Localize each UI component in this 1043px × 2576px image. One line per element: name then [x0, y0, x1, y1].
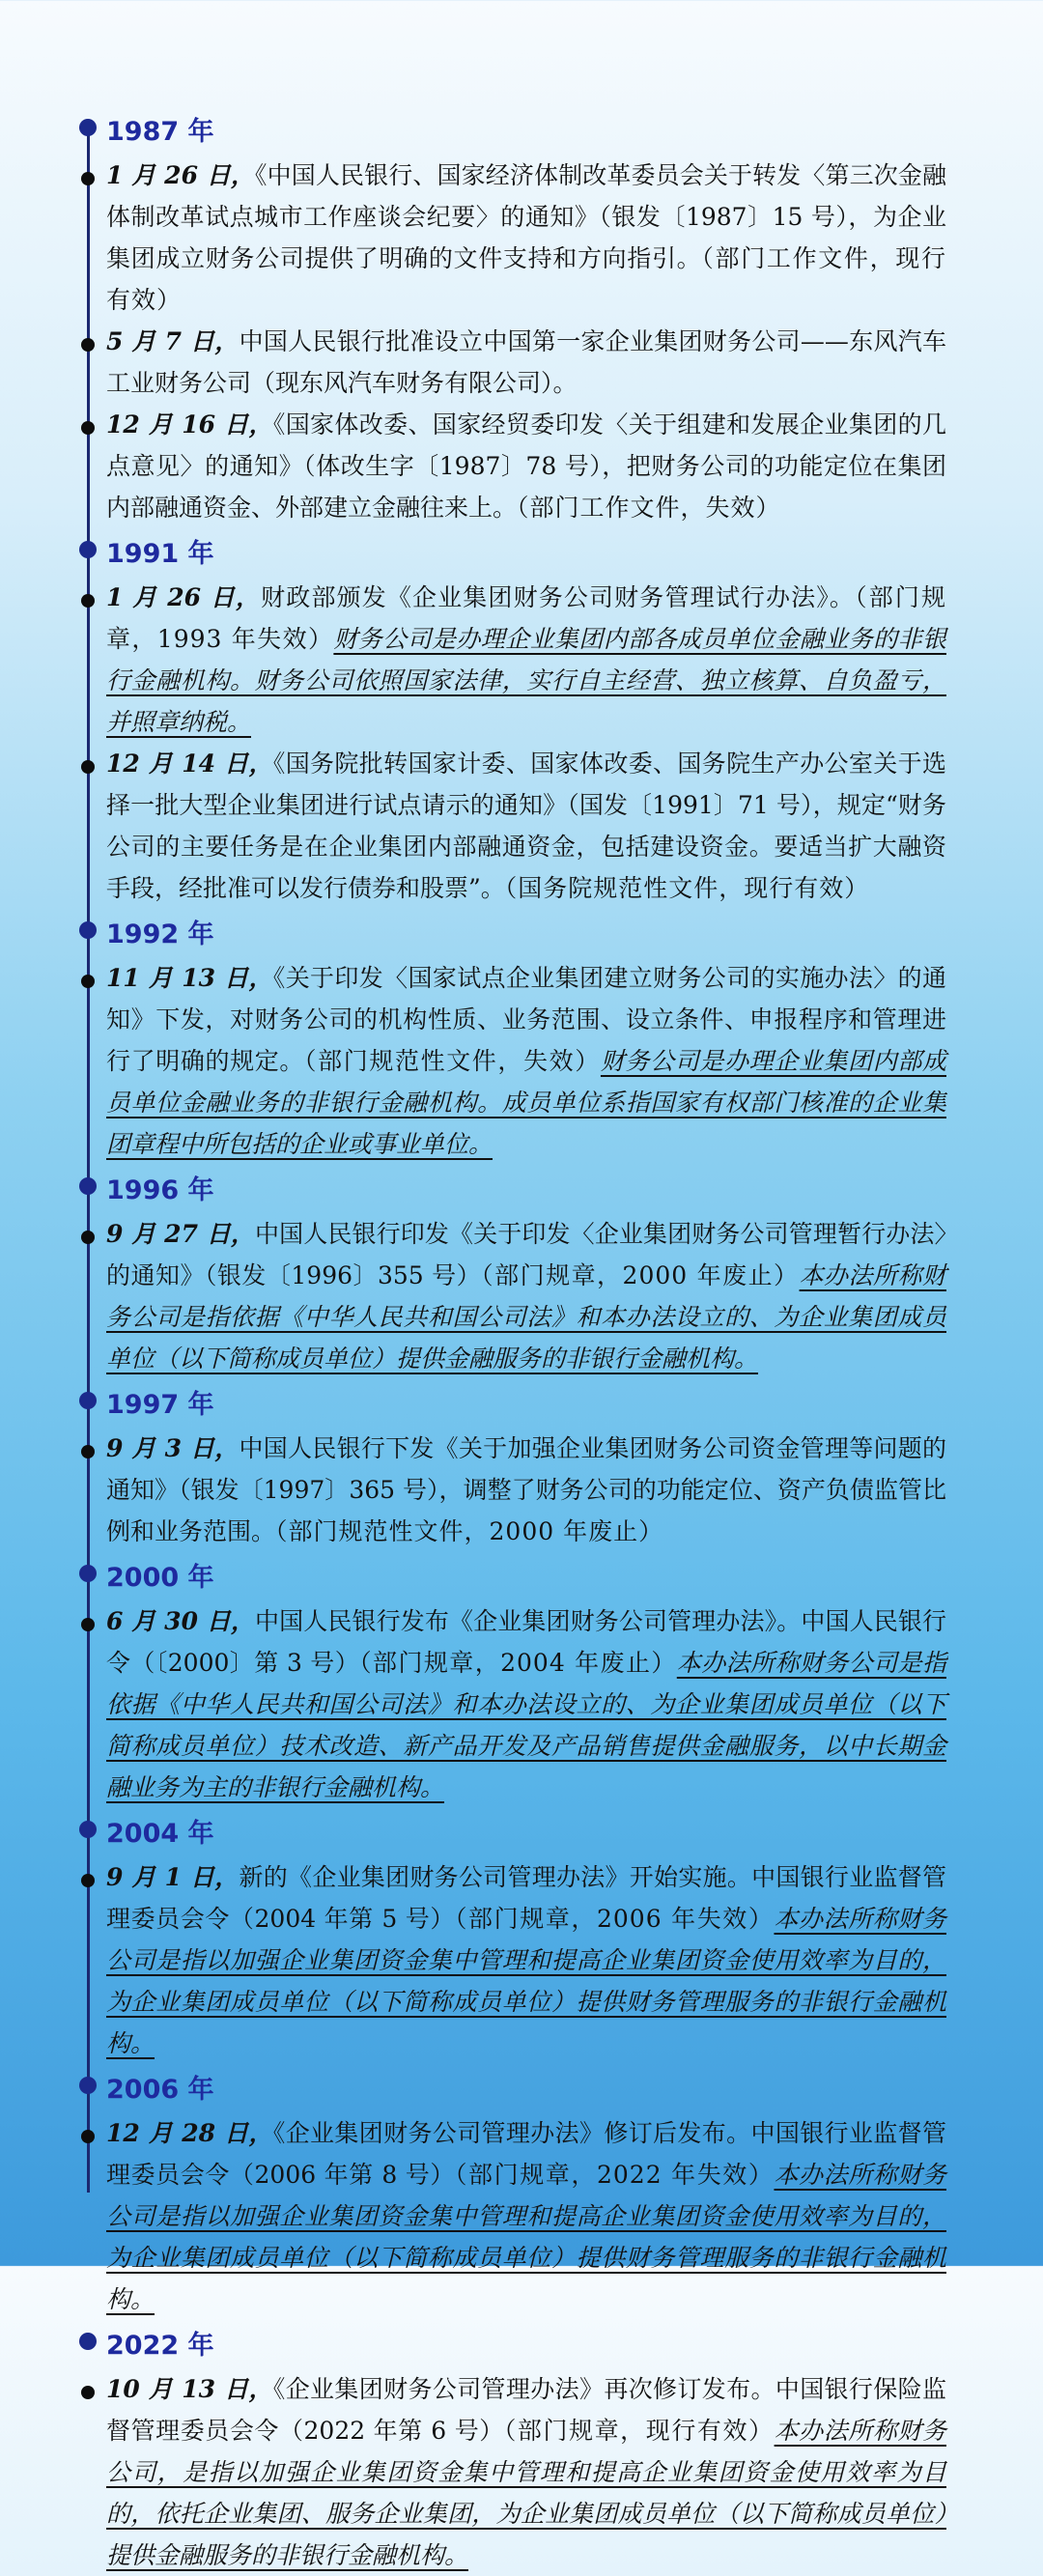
entry-status-note: （部门规章，现行有效）: [503, 2417, 775, 2445]
year-label: 1997 年: [106, 1390, 214, 1420]
entry-text: 《中国人民银行、国家经济体制改革委员会关于转发〈第三次金融体制改革试点城市工作座谈会纪要〉的通知》（银发〔1987〕15 号），为企业集团成立财务公司提供了明确的文件支持和方向指引。: [106, 161, 946, 272]
year-label: 2004 年: [106, 1819, 214, 1849]
timeline-entry: [0, 743, 1043, 909]
entry-paragraph: [106, 577, 946, 743]
bullet-dot-icon: [81, 2386, 95, 2399]
bullet-dot-icon: [81, 1618, 95, 1631]
bullet-dot-icon: [81, 421, 95, 435]
timeline-entry: [0, 1856, 1043, 2064]
entry-paragraph: [106, 957, 946, 1165]
timeline-entry: [0, 1600, 1043, 1808]
entry-paragraph: [106, 404, 946, 528]
entry-date: 9 月 1 日，: [106, 1863, 240, 1891]
entry-text: 中国人民银行批准设立中国第一家企业集团财务公司——东风汽车工业财务公司（现东风汽车财务有限公司）。: [106, 327, 946, 397]
year-dot-icon: [79, 1565, 97, 1582]
entry-definition: 本办法所称财务公司是指依据《中华人民共和国公司法》和本办法设立的、为企业集团成员单位（以下简称成员单位）提供金融服务的非银行金融机构。: [106, 1261, 946, 1373]
bullet-dot-icon: [81, 760, 95, 774]
year-heading: [0, 1808, 1043, 1856]
year-dot-icon: [79, 541, 97, 558]
timeline-entry: [0, 404, 1043, 528]
timeline-entry: [0, 2112, 1043, 2320]
entry-status-note: （部门规范性文件，2000 年废止）: [275, 1517, 664, 1545]
timeline-entry: [0, 1213, 1043, 1379]
entry-date: 11 月 13 日，: [106, 964, 273, 992]
year-heading: [0, 2320, 1043, 2368]
entry-date: 9 月 27 日，: [106, 1220, 256, 1248]
timeline-entry: [0, 577, 1043, 743]
entry-paragraph: [106, 1213, 946, 1379]
entry-status-note: （部门规章，2004 年废止）: [359, 1649, 677, 1677]
timeline: [0, 106, 1043, 2576]
entry-paragraph: [106, 1428, 946, 1552]
entry-text: 《关于印发〈国家试点企业集团建立财务公司的实施办法〉的通知》下发，对财务公司的机构性质、业务范围、设立条件、申报程序和管理进行了明确的规定。: [106, 964, 946, 1075]
bullet-dot-icon: [81, 1874, 95, 1887]
entry-text: 新的《企业集团财务公司管理办法》开始实施。中国银行业监督管理委员会令（2004 年第 5 号）: [106, 1863, 946, 1933]
entry-text: 《国务院批转国家计委、国家体改委、国务院生产办公室关于选择一批大型企业集团进行试点请示的通知》（国发〔1991〕71 号），规定“财务公司的主要任务是在企业集团内部融通资金，包括建设资金。要适当扩大融资手段，经批准可以发行债券和股票”。: [106, 750, 946, 902]
year-dot-icon: [79, 1392, 97, 1409]
timeline-entry: [0, 957, 1043, 1165]
timeline-entry: [0, 2368, 1043, 2576]
bullet-dot-icon: [81, 1445, 95, 1458]
bullet-dot-icon: [81, 338, 95, 352]
entry-status-note: （部门工作文件，失效）: [517, 494, 781, 522]
entry-definition: 财务公司是办理企业集团内部成员单位金融业务的非银行金融机构。成员单位系指国家有权部门核准的企业集团章程中所包括的企业或事业单位。: [106, 1047, 946, 1158]
year-heading: [0, 1165, 1043, 1213]
entry-text: 财政部颁发《企业集团财务公司财务管理试行办法》。: [261, 583, 856, 611]
year-dot-icon: [79, 2333, 97, 2350]
entry-status-note: （部门规章，1993 年失效）: [106, 583, 946, 653]
bullet-dot-icon: [81, 594, 95, 608]
entry-paragraph: [106, 743, 946, 909]
bullet-dot-icon: [81, 2130, 95, 2143]
year-heading: [0, 2064, 1043, 2112]
year-heading: [0, 106, 1043, 155]
entry-text: 中国人民银行发布《企业集团财务公司管理办法》。中国人民银行令（〔2000〕第 3 号）: [106, 1607, 946, 1677]
entry-text: 《国家体改委、国家经贸委印发〈关于组建和发展企业集团的几点意见〉的通知》（体改生字〔1987〕78 号），把财务公司的功能定位在集团内部融通资金、外部建立金融往来上。: [106, 410, 946, 522]
entry-definition: 本办法所称财务公司是指以加强企业集团资金集中管理和提高企业集团资金使用效率为目的，为企业集团成员单位（以下简称成员单位）提供财务管理服务的非银行金融机构。: [106, 1905, 946, 2057]
entry-text: 《企业集团财务公司管理办法》再次修订发布。中国银行保险监督管理委员会令（2022 年第 6 号）: [106, 2375, 946, 2445]
year-label: 1991 年: [106, 539, 214, 569]
year-label: 2022 年: [106, 2331, 214, 2361]
timeline-entry: [0, 155, 1043, 321]
entry-definition: 财务公司是办理企业集团内部各成员单位金融业务的非银行金融机构。财务公司依照国家法律，实行自主经营、独立核算、自负盈亏，并照章纳税。: [106, 625, 946, 736]
year-dot-icon: [79, 119, 97, 136]
year-label: 1992 年: [106, 920, 214, 949]
entry-date: 12 月 14 日，: [106, 750, 273, 778]
entry-status-note: （部门规章，2000 年废止）: [481, 1261, 800, 1289]
year-dot-icon: [79, 921, 97, 939]
year-heading: [0, 1379, 1043, 1428]
year-label: 2006 年: [106, 2075, 214, 2105]
bullet-dot-icon: [81, 975, 95, 988]
year-heading: [0, 1552, 1043, 1600]
entry-date: 9 月 3 日，: [106, 1434, 240, 1462]
entry-paragraph: [106, 1600, 946, 1808]
entry-date: 12 月 28 日，: [106, 2119, 273, 2147]
entry-date: 12 月 16 日，: [106, 410, 273, 439]
entry-text: 中国人民银行印发《关于印发〈企业集团财务公司管理暂行办法〉的通知》（银发〔1996〕355 号）: [106, 1220, 946, 1289]
year-heading: [0, 528, 1043, 577]
entry-paragraph: [106, 2112, 946, 2320]
entry-date: 6 月 30 日，: [106, 1607, 256, 1635]
entry-definition: 本办法所称财务公司，是指以加强企业集团资金集中管理和提高企业集团资金使用效率为目的，依托企业集团、服务企业集团，为企业集团成员单位（以下简称成员单位）提供金融服务的非银行金融机构。: [106, 2417, 946, 2569]
timeline-entry: [0, 321, 1043, 404]
entry-status-note: （国务院规范性文件，现行有效）: [504, 874, 870, 902]
year-label: 1987 年: [106, 117, 214, 147]
year-label: 2000 年: [106, 1563, 214, 1593]
entry-date: 5 月 7 日，: [106, 327, 240, 355]
bullet-dot-icon: [81, 172, 95, 185]
entry-paragraph: [106, 1856, 946, 2064]
entry-status-note: （部门工作文件，现行有效）: [106, 244, 946, 314]
entry-paragraph: [106, 321, 946, 404]
year-dot-icon: [79, 1821, 97, 1838]
entry-definition: 本办法所称财务公司是指依据《中华人民共和国公司法》和本办法设立的、为企业集团成员单位（以下简称成员单位）技术改造、新产品开发及产品销售提供金融服务，以中长期金融业务为主的非银行金融机构。: [106, 1649, 946, 1801]
entry-date: 1 月 26 日，: [106, 161, 256, 189]
year-dot-icon: [79, 2077, 97, 2094]
entry-date: 1 月 26 日，: [106, 583, 262, 611]
entry-text: 《企业集团财务公司管理办法》修订后发布。中国银行业监督管理委员会令（2006 年第 8 号）: [106, 2119, 946, 2189]
entry-status-note: （部门规章，2022 年失效）: [454, 2161, 775, 2189]
entry-status-note: （部门规范性文件，失效）: [303, 1047, 601, 1075]
entry-text: 中国人民银行下发《关于加强企业集团财务公司资金管理等问题的通知》（银发〔1997〕365 号），调整了财务公司的功能定位、资产负债监管比例和业务范围。: [106, 1434, 946, 1545]
year-dot-icon: [79, 1177, 97, 1195]
entry-definition: 本办法所称财务公司是指以加强企业集团资金集中管理和提高企业集团资金使用效率为目的，为企业集团成员单位（以下简称成员单位）提供财务管理服务的非银行金融机构。: [106, 2161, 946, 2313]
bullet-dot-icon: [81, 1231, 95, 1244]
year-heading: [0, 909, 1043, 957]
entry-paragraph: [106, 155, 946, 321]
entry-date: 10 月 13 日，: [106, 2375, 273, 2403]
timeline-entry: [0, 1428, 1043, 1552]
entry-status-note: （部门规章，2006 年失效）: [454, 1905, 775, 1933]
year-label: 1996 年: [106, 1175, 214, 1205]
entry-paragraph: [106, 2368, 946, 2576]
